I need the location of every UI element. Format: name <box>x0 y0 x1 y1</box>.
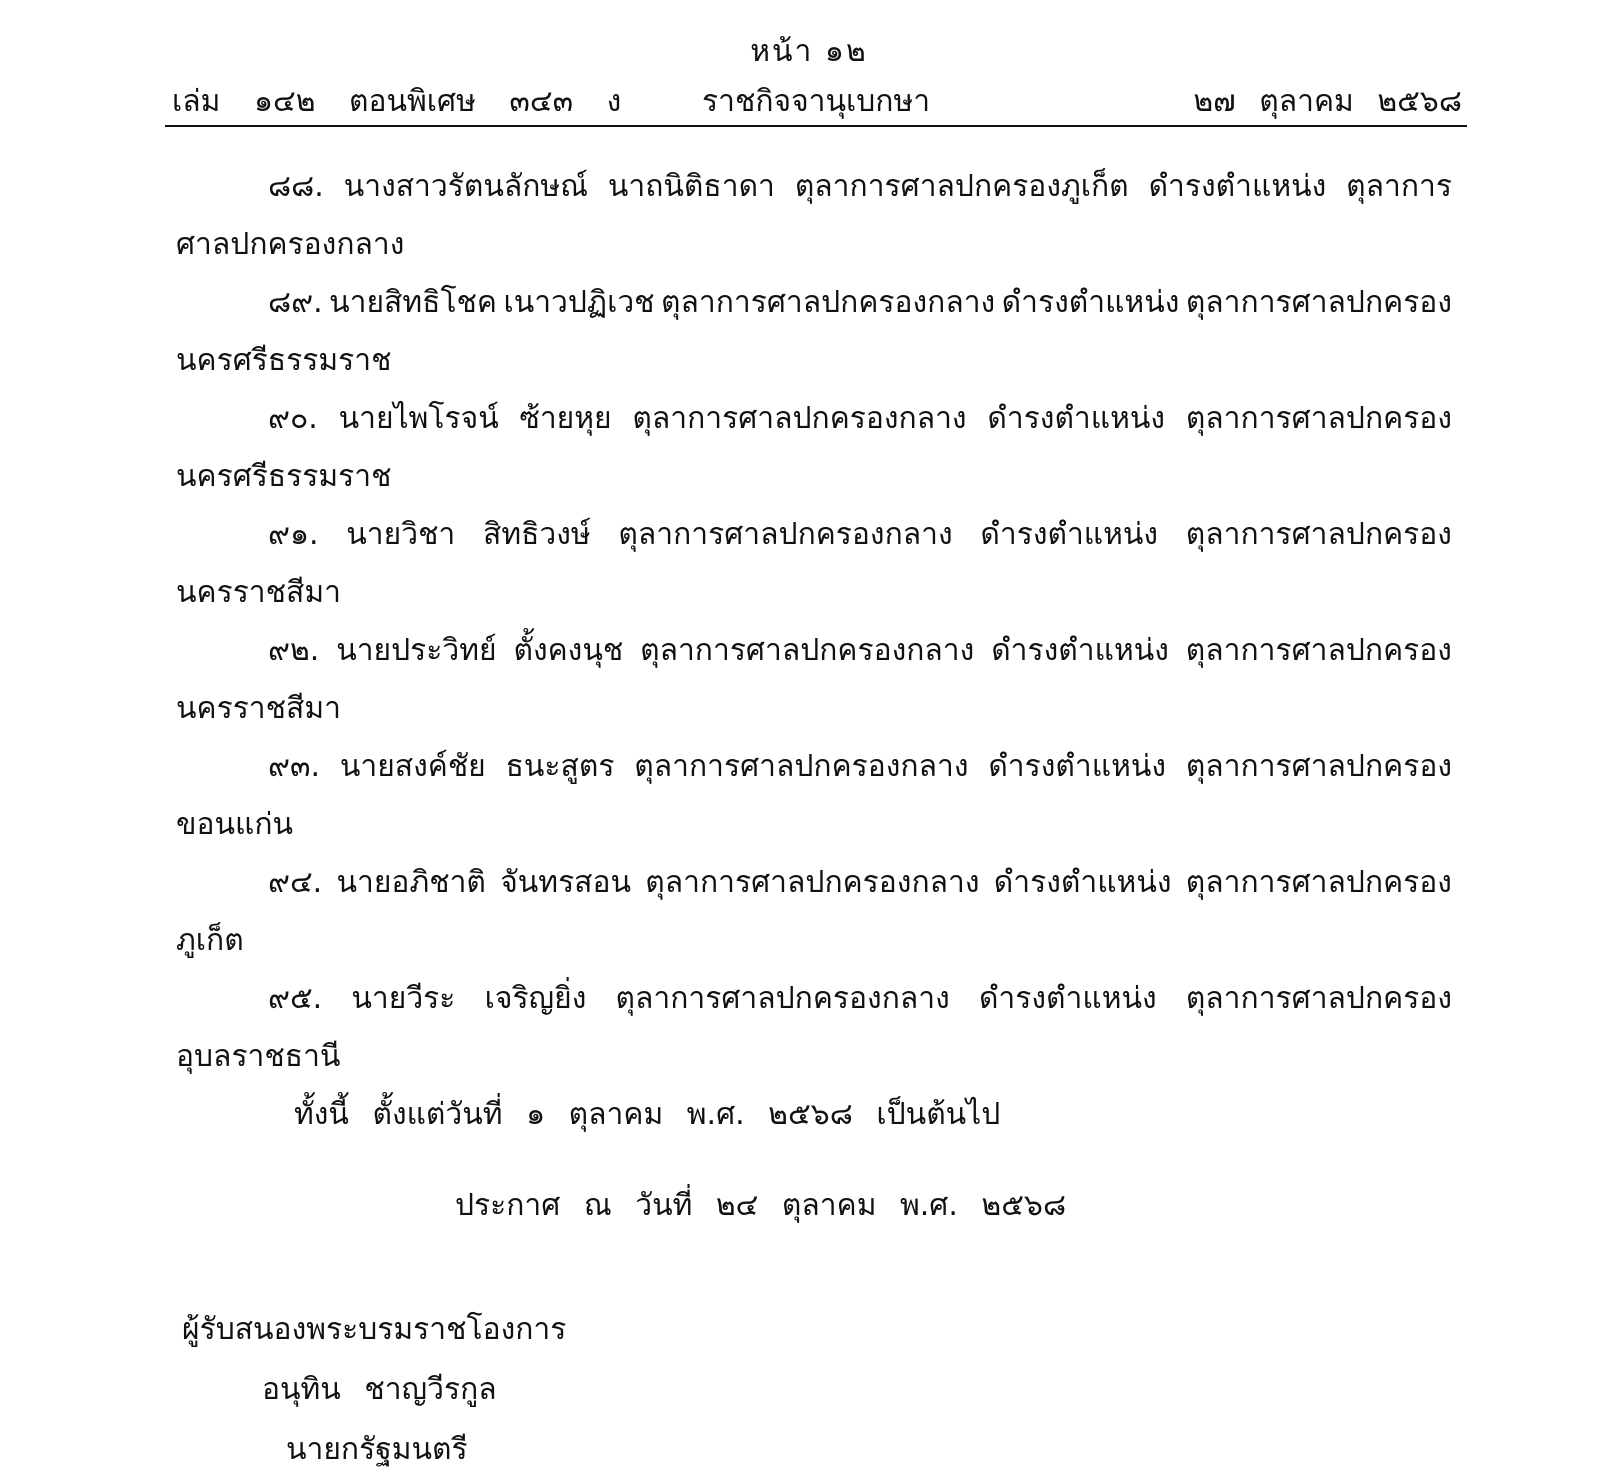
announcement-date: ประกาศ ณ วันที่ ๒๔ ตุลาคม พ.ศ. ๒๕๖๘ <box>455 1188 1067 1223</box>
appointment-word: ธนะสูตร <box>505 749 615 784</box>
appointment-word: ดำรงตำแหน่ง <box>978 981 1157 1016</box>
signer-role: ผู้รับสนองพระบรมราชโองการ <box>182 1312 567 1347</box>
appointment-word: ตุลาการศาลปกครอง <box>1185 633 1452 668</box>
appointment-word: ดำรงตำแหน่ง <box>987 401 1166 436</box>
appointment-word: นายอภิชาติ <box>336 865 486 900</box>
appointment-line-2: ศาลปกครองกลาง <box>176 227 405 262</box>
appointment-word: ตุลาการศาลปกครองกลาง <box>618 517 953 552</box>
appointment-word: ตั้งคงนุช <box>513 633 624 668</box>
appointment-line-1 <box>176 970 1452 1028</box>
appointment-item <box>176 506 1452 622</box>
gazette-name: ราชกิจจานุเบกษา <box>702 84 931 119</box>
appointment-line-1 <box>176 622 1452 680</box>
appointment-line-2: นครศรีธรรมราช <box>176 459 392 494</box>
appointment-word: ตุลาการศาลปกครอง <box>1185 285 1452 320</box>
appointment-item <box>176 970 1452 1086</box>
header-divider <box>165 125 1467 127</box>
appointment-word: ตุลาการศาลปกครอง <box>1185 401 1452 436</box>
appointment-word: ๘๘. <box>268 169 324 204</box>
effective-clause: ทั้งนี้ ตั้งแต่วันที่ ๑ ตุลาคม พ.ศ. ๒๕๖๘ เป็นต้นไป <box>294 1097 1001 1132</box>
gazette-header <box>172 78 1462 122</box>
gazette-date: ๒๗ ตุลาคม ๒๕๖๘ <box>1193 84 1462 119</box>
appointment-word: ๙๔. <box>268 865 323 900</box>
appointment-word: สิทธิวงษ์ <box>483 517 591 552</box>
appointment-line-1 <box>176 506 1452 564</box>
appointment-word: ตุลาการศาลปกครอง <box>1185 517 1452 552</box>
appointment-word: ตุลาการศาลปกครองกลาง <box>615 981 950 1016</box>
appointment-line-2: ภูเก็ต <box>176 923 244 958</box>
appointment-word: นายวีระ <box>351 981 456 1016</box>
appointment-word: ตุลาการศาลปกครองภูเก็ต <box>794 169 1129 204</box>
appointment-word: นายสิทธิโชค <box>329 285 497 320</box>
appointment-word: ซ้ายหุย <box>519 401 612 436</box>
appointment-word: ตุลาการศาลปกครองกลาง <box>632 401 967 436</box>
appointment-line-1 <box>176 158 1452 216</box>
appointment-word: จันทรสอน <box>500 865 632 900</box>
appointment-item <box>176 274 1452 390</box>
appointment-item <box>176 854 1452 970</box>
appointment-list <box>176 158 1452 1144</box>
appointment-word: ตุลาการศาลปกครอง <box>1185 749 1452 784</box>
appointment-line-2: ขอนแก่น <box>176 807 294 842</box>
signer-title: นายกรัฐมนตรี <box>286 1432 468 1467</box>
appointment-word: เจริญยิ่ง <box>484 981 587 1016</box>
appointment-word: ดำรงตำแหน่ง <box>1148 169 1327 204</box>
appointment-line-1 <box>176 274 1452 332</box>
signer-name: อนุทิน ชาญวีรกูล <box>262 1372 497 1407</box>
appointment-line-1 <box>176 854 1452 912</box>
appointment-word: ๘๙. <box>268 285 323 320</box>
appointment-line-2: อุบลราชธานี <box>176 1039 341 1074</box>
appointment-word: ๙๒. <box>268 633 320 668</box>
appointment-items <box>176 158 1452 1086</box>
appointment-word: ดำรงตำแหน่ง <box>993 865 1172 900</box>
appointment-word: เนาวปฏิเวช <box>503 285 655 320</box>
appointment-word: ๙๑. <box>268 517 319 552</box>
appointment-item <box>176 622 1452 738</box>
appointment-item <box>176 738 1452 854</box>
appointment-word: นายประวิทย์ <box>336 633 497 668</box>
page-number: หน้า ๑๒ <box>750 34 868 69</box>
appointment-word: ดำรงตำแหน่ง <box>991 633 1169 668</box>
appointment-word: ๙๓. <box>268 749 321 784</box>
appointment-word: นาถนิติธาดา <box>607 169 775 204</box>
appointment-word: ๙๕. <box>268 981 323 1016</box>
appointment-word: ตุลาการศาลปกครองกลาง <box>634 749 969 784</box>
appointment-word: ตุลาการ <box>1346 169 1452 204</box>
appointment-word: ตุลาการศาลปกครองกลาง <box>640 633 975 668</box>
appointment-word: ดำรงตำแหน่ง <box>980 517 1159 552</box>
appointment-word: นางสาวรัตนลักษณ์ <box>343 169 588 204</box>
appointment-word: ตุลาการศาลปกครองกลาง <box>661 285 996 320</box>
appointment-word: ดำรงตำแหน่ง <box>1001 285 1180 320</box>
appointment-line-1 <box>176 390 1452 448</box>
appointment-line-2: นครราชสีมา <box>176 691 341 726</box>
volume-issue: เล่ม ๑๔๒ ตอนพิเศษ ๓๔๓ ง <box>172 84 622 119</box>
appointment-line-1 <box>176 738 1452 796</box>
appointment-word: นายไพโรจน์ <box>338 401 499 436</box>
appointment-word: ตุลาการศาลปกครอง <box>1185 981 1452 1016</box>
appointment-line-2: นครราชสีมา <box>176 575 341 610</box>
appointment-item <box>176 158 1452 274</box>
appointment-word: นายสงค์ชัย <box>339 749 486 784</box>
appointment-word: ตุลาการศาลปกครอง <box>1185 865 1452 900</box>
appointment-word: ๙๐. <box>268 401 318 436</box>
appointment-item <box>176 390 1452 506</box>
appointment-line-2: นครศรีธรรมราช <box>176 343 392 378</box>
appointment-word: นายวิชา <box>346 517 456 552</box>
appointment-word: ดำรงตำแหน่ง <box>988 749 1166 784</box>
appointment-word: ตุลาการศาลปกครองกลาง <box>645 865 980 900</box>
